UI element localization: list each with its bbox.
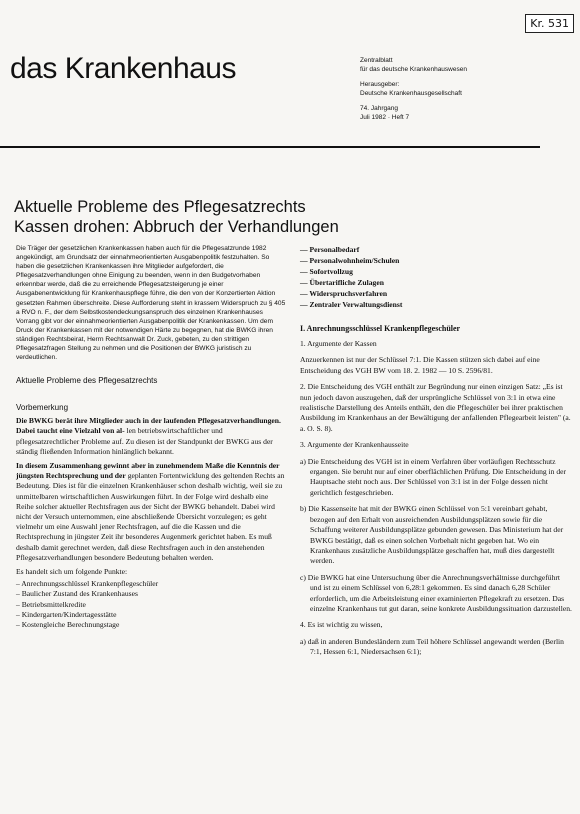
section-title: Aktuelle Probleme des Pflegesatzrechts <box>16 376 158 386</box>
volume: 74. Jahrgang <box>360 105 398 112</box>
subheading-4: 4. Es ist wichtig zu wissen, <box>300 620 383 630</box>
paragraph-1-bold: Die BWKG berät ihre Mitglieder auch in der laufenden Pflegesatzverhandlungen. Dabei taucht eine Vielzahl von al- <box>16 416 281 436</box>
paragraph-r1: Anzuerkennen ist nur der Schlüssel 7:1. Die Kassen stützen sich dabei auf eine Entscheidung des VGH BW vom 18. 2. 1982 — 10 S. 2596/81. <box>300 355 540 375</box>
paragraph-2 <box>16 461 286 563</box>
publication-line1: Zentralblatt <box>360 57 393 64</box>
paragraph-3: Es handelt sich um folgende Punkte: <box>16 567 128 577</box>
headline <box>14 197 339 237</box>
list-item: — Zentraler Verwaltungsdienst <box>300 299 572 310</box>
list-item: — Übertarifliche Zulagen <box>300 277 572 288</box>
item-a: a) Die Entscheidung des VGH ist in einem Verfahren über vorläufigen Rechtsschutz ergangen. Sie beruht nur auf einer oberflächlichen Prüfung. Die Entscheidung in der Hauptsache steht noch aus. Der Schlüssel von 3:1 ist in der Folge dessen nicht gerichtlich festgeschrieben. <box>300 456 567 497</box>
list-item: – Kindergarten/Kindertagesstätte <box>16 610 286 620</box>
archive-mark: Kr. 531 <box>525 14 574 33</box>
item-b: b) Die Kassenseite hat mit der BWKG einen Schlüssel von 5:1 vereinbart gehabt, bezogen auf den Erhalt von ausreichenden Ausbildungsplätzen sowie für die Schaffung weiterer Ausbildungsplätze gebunden gewesen. Das Ministerium hat der BWKG bestätigt, daß es einen solchen Vorbehalt nicht gegeben hat. Wo ein Krankenhaus zusätzliche Ausbildungsplätze geschaffen hat, muß dies dargestellt werden. <box>300 504 564 566</box>
list-item: — Personalwohnheim/Schulen <box>300 255 572 266</box>
headline-line1: Aktuelle Probleme des Pflegesatzrechts <box>14 198 306 216</box>
issue: Juli 1982 · Heft 7 <box>360 114 410 121</box>
list-item: – Betriebsmittelkredite <box>16 600 286 610</box>
list-item: — Sofortvollzug <box>300 266 572 277</box>
publisher-label: Herausgeber: <box>360 81 400 88</box>
points-list-left <box>16 579 286 630</box>
list-item: – Kostengleiche Berechnungstage <box>16 620 286 630</box>
subheading-1: 1. Argumente der Kassen <box>300 339 377 348</box>
paragraph-1-rest: len betriebswirtschaftlicher und pflegesatzrechtlicher Probleme auf. Zu diesen ist der Standpunkt der BWKG aus der ständig fließenden Information hinlänglich bekannt. <box>16 426 273 456</box>
header-rule <box>0 146 540 148</box>
paragraph-r2: 2. Die Entscheidung des VGH enthält zur Begründung nur einen einzigen Satz: „Es ist nun jedoch davon auszugehen, daß der ursprüngliche Schlüssel von 3:1 in etwa eine realistische Darstellung des Anteils enthält, den die Pflegeschüler bei ihrer praktischen Ausbildung im Krankenhaus an der Bewältigung der anfallenden Pflegearbeit leisten" (a. a. O. S. 8). <box>300 382 571 433</box>
right-column <box>300 244 572 658</box>
paragraph-1 <box>16 416 286 457</box>
points-list-right <box>300 244 572 310</box>
item-c: c) Die BWKG hat eine Untersuchung über die Anrechnungsverhältnisse durchgeführt und ist zu einem Schlüssel von 6,28:1 gekommen. Es sind danach 6,28 Schüler erforderlich, um die Arbeitsleistung einer examinierten Pflegekraft zu ersetzen. Das einzelne Krankenhaus tut gut daran, seine konkrete Ausbildungssituation darzustellen. <box>300 572 572 613</box>
publication-info <box>360 56 570 122</box>
headline-line2: Kassen drohen: Abbruch der Verhandlungen <box>14 218 339 236</box>
subheading-vorbemerkung: Vorbemerkung <box>16 403 69 413</box>
list-item: – Anrechnungsschlüssel Krankenpflegeschüler <box>16 579 286 589</box>
list-item: — Widerspruchsverfahren <box>300 288 572 299</box>
left-column <box>16 244 286 630</box>
paragraph-2-rest: geplanten Fortentwicklung des geltenden Rechts an Bedeutung. Dies ist für die einzelnen Krankenhäuser schon deshalb wichtig, weil sie zu unmittelbaren wirtschaftlichen Auswirkungen führt. In der Folge wird deshalb eine Reihe solcher aktueller Rechtsfragen aus der Sicht der BWKG behandelt. Dabei wird nicht der Versuch unternommen, eine abschließende Übersicht vorzulegen; es geht vielmehr um eine Auswahl jener Rechtsfragen, auf die die Kassen und die Rechtsprechung in jüngster Zeit ihr besonderes Augenmerk gerichtet haben. Es muß deshalb damit gerechnet werden, daß diese Rechtsfragen auch in den anstehenden Pflegesatzverhandlungen besondere Bedeutung behalten werden. <box>16 471 285 562</box>
intro-paragraph: Die Träger der gesetzlichen Krankenkassen haben auch für die Pflegesatzrunde 1982 angekündigt, am Grundsatz der einnahmeorientierten Ausgabenpolitik festzuhalten. So haben die gesetzlichen Krankenkassen ihre Mitglieder aufgefordert, die Pflegesatzverhandlungen ohne Einigung zu beenden, wenn in den Budgetvorhaben erkennbar werde, daß die zu erreichende Pflegesatzsteigerung je einer Ausgabenentwicklung für Krankenhauspflege führe, die den von der Konzertierten Aktion gesetzten Rahmen überschreite. Diese Aufforderung steht in krassem Widerspruch zu § 405 a RVO n. F., der dem Selbstkostendeckungsanspruch des einzelnen Krankenhauses Vorrang gibt vor der einnahmeorientierten Ausgabenpolitik der Krankenkassen. Um dem Druck der Krankenkassen mit der notwendigen Härte zu begegnen, hat die BWKG ihren ständigen Rechtsbeirat, Herrn Rechtsanwalt Dr. Zuck, gebeten, zu den strittigen Pflegesatzfragen Stellung zu nehmen und die Positionen der BWKG juristisch zu verdeutlichen. <box>16 245 286 362</box>
publisher-name: Deutsche Krankenhausgesellschaft <box>360 90 462 97</box>
item-4a: a) daß in anderen Bundesländern zum Teil höhere Schlüssel angewandt werden (Berlin 7:1, Hessen 6:1, Niedersachsen 6:1); <box>300 636 564 657</box>
subheading-3: 3. Argumente der Krankenhausseite <box>300 440 409 450</box>
heading-section-1: I. Anrechnungsschlüssel Krankenpflegeschüler <box>300 324 461 333</box>
list-item: – Baulicher Zustand des Krankenhauses <box>16 589 286 599</box>
masthead-title: das Krankenhaus <box>10 52 236 85</box>
paragraph-2-bold: In diesem Zusammenhang gewinnt aber in zunehmendem Maße die Kenntnis der jüngsten Rechtsprechung und der <box>16 461 280 481</box>
list-item: — Personalbedarf <box>300 244 572 255</box>
publication-line2: für das deutsche Krankenhauswesen <box>360 66 467 73</box>
